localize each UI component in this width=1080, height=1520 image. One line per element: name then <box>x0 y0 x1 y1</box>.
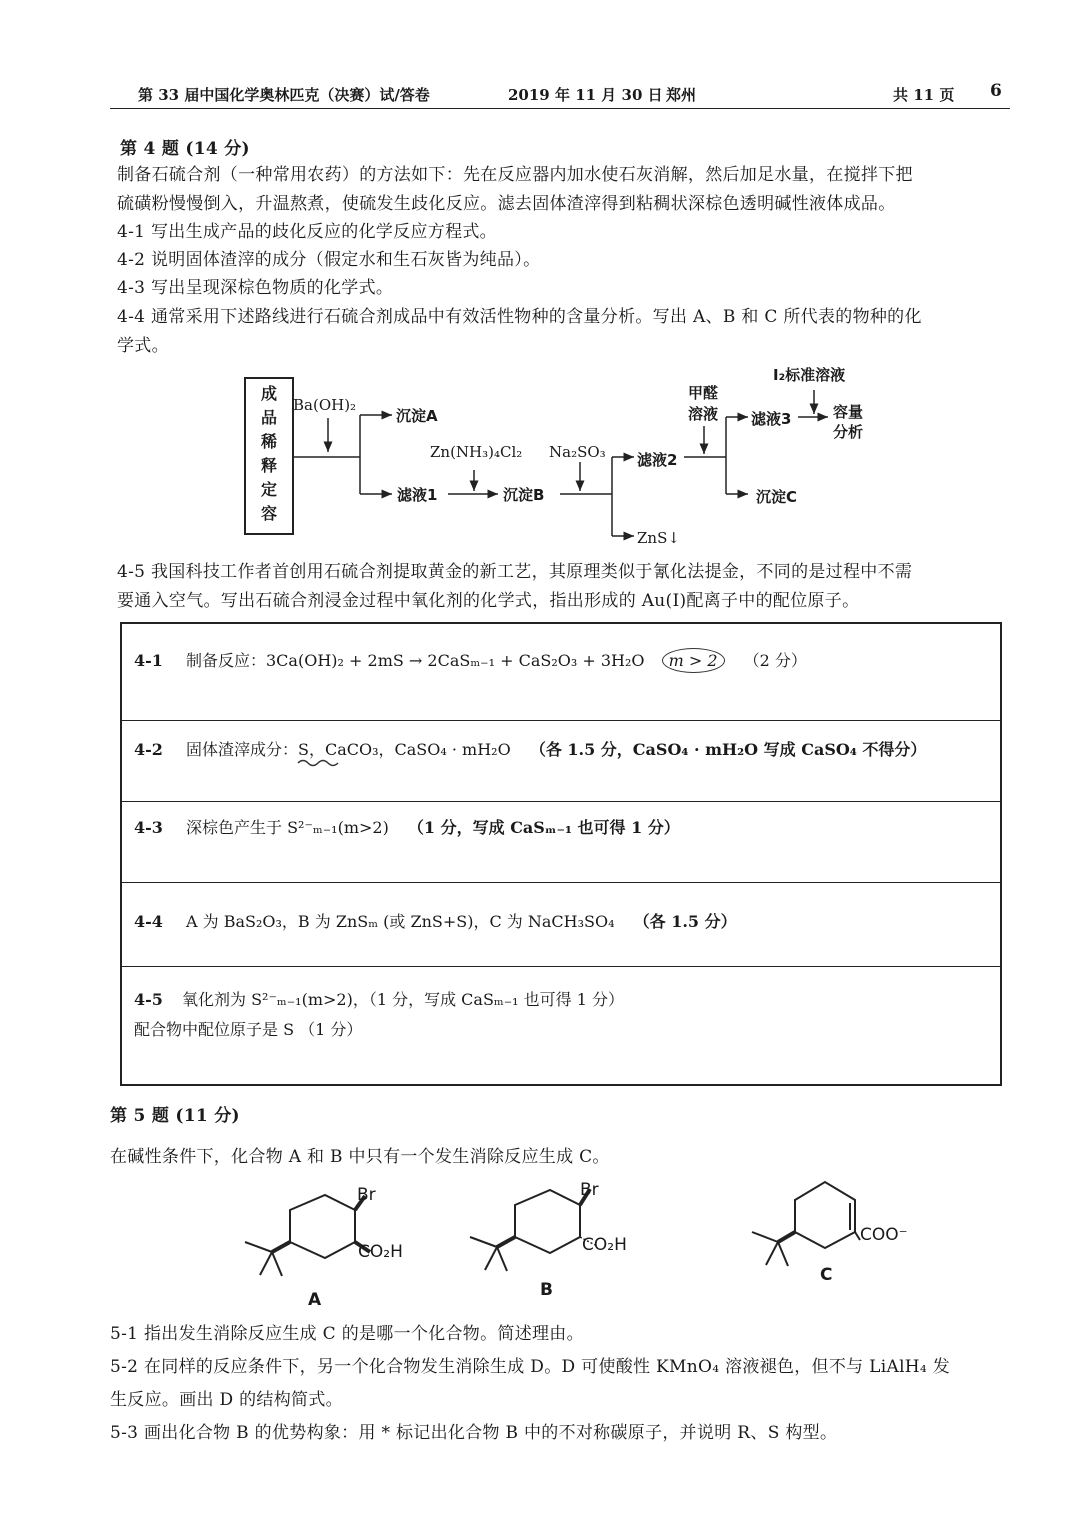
filtrate-2: 滤液2 <box>637 451 678 469</box>
start-char-1: 成 <box>260 384 277 403</box>
header-rule <box>110 108 1010 109</box>
reagent-baoh2: Ba(OH)₂ <box>293 396 357 414</box>
start-char-4: 释 <box>260 456 277 475</box>
q4-2-question: 4-2 说明固体渣滓的成分（假定水和生石灰皆为纯品）。 <box>117 250 541 270</box>
answer-4-3 <box>134 815 680 838</box>
answer-4-4 <box>134 909 737 932</box>
q5-1-question: 5-1 指出发生消除反应生成 C 的是哪一个化合物。简述理由。 <box>110 1324 584 1344</box>
answer-4-2 <box>134 737 926 760</box>
analysis-2: 分析 <box>833 423 864 441</box>
answer-row-divider <box>122 966 1000 967</box>
q4-1-question: 4-1 写出生成产品的歧化反应的化学反应方程式。 <box>117 222 497 242</box>
compound-c-carboxylate: COO⁻ <box>860 1225 908 1245</box>
start-char-6: 容 <box>260 504 277 523</box>
q5-2-question-line2: 生反应。画出 D 的结构简式。 <box>110 1390 343 1410</box>
q4-intro-line2: 硫磺粉慢慢倒入，升温熬煮，使硫发生歧化反应。滤去固体渣滓得到粘稠状深棕色透明碱性液体成品。 <box>117 194 896 214</box>
compound-c-label: C <box>820 1265 833 1285</box>
answer-4-5-text-line2: 配合物中配位原子是 S （1 分） <box>134 1020 363 1039</box>
analysis-1: 容量 <box>833 403 864 421</box>
answer-4-5 <box>134 985 624 1045</box>
compound-b-co2h: CO₂H <box>582 1235 627 1255</box>
answer-4-4-text: A 为 BaS₂O₃，B 为 ZnSₘ (或 ZnS+S)，C 为 NaCH₃SO₄ <box>186 912 615 931</box>
q4-4-question-line1: 4-4 通常采用下述路线进行石硫合剂成品中有效活性物种的含量分析。写出 A、B 和 C 所代表的物种的化 <box>117 307 922 327</box>
reagent-na2so3: Na₂SO₃ <box>549 443 606 461</box>
header-city: 郑州 <box>666 86 697 104</box>
structure-compound-c <box>740 1170 940 1310</box>
answer-4-3-number: 4-3 <box>134 818 163 837</box>
header-date: 2019 年 11 月 30 日 <box>508 86 663 104</box>
answer-4-1-text: 制备反应：3Ca(OH)₂ + 2mS → 2CaSₘ₋₁ + CaS₂O₃ + 3H₂O <box>186 651 645 670</box>
q4-4-question-line2: 学式。 <box>117 336 169 356</box>
answer-4-2-note: （各 1.5 分，CaSO₄ · mH₂O 写成 CaSO₄ 不得分） <box>529 740 927 759</box>
compound-a-label: A <box>308 1290 322 1310</box>
q4-5-question-line2: 要通入空气。写出石硫合剂浸金过程中氧化剂的化学式，指出形成的 Au(I)配离子中的配位原子。 <box>117 591 860 611</box>
answer-row-divider <box>122 882 1000 883</box>
answer-4-4-note: （各 1.5 分） <box>633 912 737 931</box>
precipitate-b: 沉淀B <box>503 486 545 504</box>
answer-4-2-number: 4-2 <box>134 740 163 759</box>
answer-row-divider <box>122 801 1000 802</box>
compound-b-br: Br <box>580 1180 599 1200</box>
answer-4-3-text: 深棕色产生于 S²⁻ₘ₋₁(m>2) <box>186 818 389 837</box>
q5-3-question: 5-3 画出化合物 B 的优势构象：用 * 标记出化合物 B 中的不对称碳原子，并说明 R、S 构型。 <box>110 1423 838 1443</box>
page-header <box>110 80 1010 110</box>
answer-4-5-text: 氧化剂为 S²⁻ₘ₋₁(m>2)，（1 分，写成 CaSₘ₋₁ 也可得 1 分） <box>182 990 625 1009</box>
q5-intro: 在碱性条件下，化合物 A 和 B 中只有一个发生消除反应生成 C。 <box>110 1147 610 1167</box>
product-zns: ZnS↓ <box>637 529 680 547</box>
precipitate-a: 沉淀A <box>396 407 438 425</box>
answer-row-divider <box>122 720 1000 721</box>
reagent-formaldehyde-2: 溶液 <box>688 405 719 423</box>
header-total-pages: 共 11 页 <box>893 86 955 104</box>
answer-4-1-number: 4-1 <box>134 651 163 670</box>
answer-4-1-score: （2 分） <box>743 651 807 670</box>
start-char-2: 品 <box>260 408 277 427</box>
q4-intro-line1: 制备石硫合剂（一种常用农药）的方法如下：先在反应器内加水使石灰消解，然后加足水量，在搅拌下把 <box>117 165 913 185</box>
start-char-5: 定 <box>260 480 277 499</box>
answer-4-2-text: 固体渣滓成分：S，CaCO₃，CaSO₄ · mH₂O <box>186 740 511 759</box>
reagent-iodine: I₂标准溶液 <box>773 366 846 384</box>
start-char-3: 稀 <box>260 432 277 451</box>
compound-a-co2h: CO₂H <box>358 1242 403 1262</box>
answer-4-5-number: 4-5 <box>134 990 163 1009</box>
q4-5-question-line1: 4-5 我国科技工作者首创用石硫合剂提取黄金的新工艺，其原理类似于氰化法提金，不同的是过程中不需 <box>117 562 913 582</box>
reagent-formaldehyde-1: 甲醛 <box>688 384 719 402</box>
compound-b-label: B <box>540 1280 553 1300</box>
q4-3-question: 4-3 写出呈现深棕色物质的化学式。 <box>117 278 394 298</box>
filtrate-1: 滤液1 <box>397 486 438 504</box>
answer-4-3-note: （1 分，写成 CaSₘ₋₁ 也可得 1 分） <box>407 818 680 837</box>
compound-a-br: Br <box>357 1185 376 1205</box>
filtrate-3: 滤液3 <box>751 410 792 428</box>
q5-title: 第 5 题 (11 分) <box>110 1106 240 1126</box>
reagent-zn-complex: Zn(NH₃)₄Cl₂ <box>430 443 523 461</box>
header-exam-title: 第 33 届中国化学奥林匹克（决赛）试/答卷 <box>138 86 430 104</box>
answer-4-4-number: 4-4 <box>134 912 163 931</box>
answer-4-1 <box>134 648 807 671</box>
q4-title: 第 4 题 (14 分) <box>120 139 250 159</box>
handwritten-underline-mark <box>296 758 346 768</box>
precipitate-c: 沉淀C <box>756 488 798 506</box>
answer-4-1-condition: m > 2 <box>662 648 725 673</box>
header-page-number: 6 <box>990 81 1002 101</box>
start-box-label <box>245 382 293 526</box>
q5-2-question-line1: 5-2 在同样的反应条件下，另一个化合物发生消除生成 D。D 可使酸性 KMnO₄ 溶液褪色，但不与 LiAlH₄ 发 <box>110 1357 951 1377</box>
